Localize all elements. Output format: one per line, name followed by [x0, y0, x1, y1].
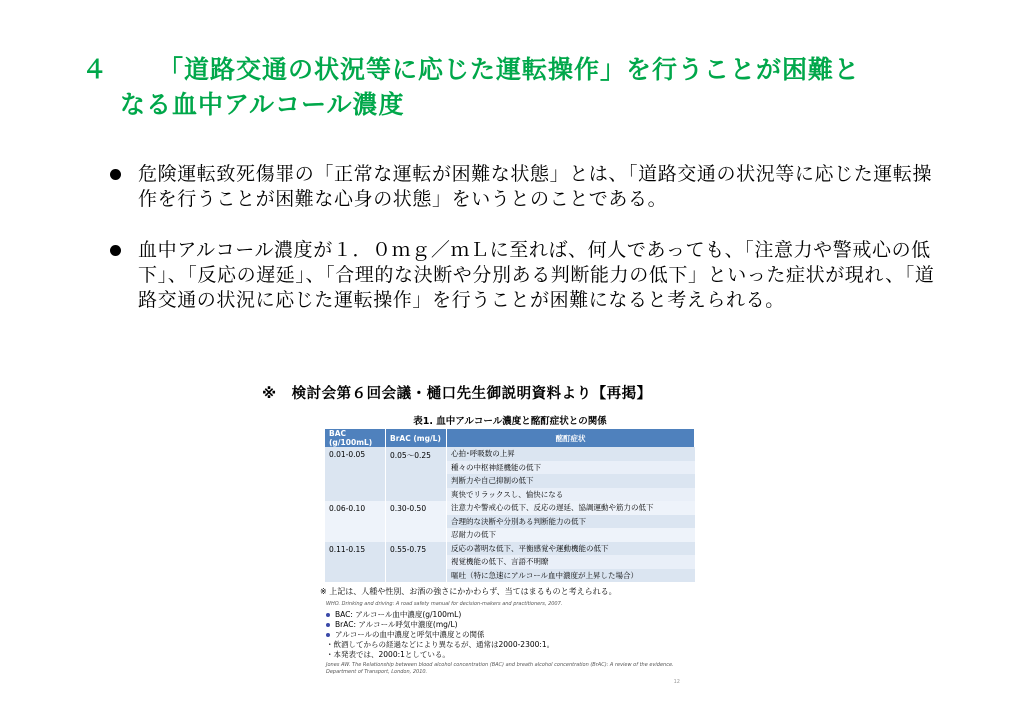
header-bac: BAC (g/100mL) — [325, 429, 386, 447]
bullet-dot-icon — [110, 245, 121, 256]
bac-cell: 0.06-0.10 — [325, 501, 386, 542]
symptom-cell: 忍耐力の低下 — [447, 528, 695, 542]
title-line-2: なる血中アルコール濃度 — [120, 90, 405, 119]
legend-list — [326, 610, 700, 660]
embedded-figure — [320, 415, 700, 687]
bullet-item — [108, 238, 938, 313]
bac-cell: 0.11-0.15 — [325, 542, 386, 583]
symptom-cell: 注意力や警戒心の低下、反応の遅延、協調運動や筋力の低下 — [447, 501, 695, 515]
ratio-note: ・本発表では、2000:1としている。 — [326, 650, 450, 659]
symptom-cell: 合理的な決断や分別ある判断能力の低下 — [447, 515, 695, 529]
table-header-row — [325, 429, 695, 447]
symptom-cell: 心拍･呼吸数の上昇 — [447, 447, 695, 461]
bullet-text: 血中アルコール濃度が１．０ｍｇ／ｍＬに至れば、何人であっても、「注意力や警戒心の低下」、「反応の遅延」、「合理的な決断や分別ある判断能力の低下」といった症状が現れ、「道路交通の状況に応じた運転操作」を行うことが困難になると考えられる。 — [138, 239, 935, 311]
bullet-text: 危険運転致死傷罪の「正常な運転が困難な状態」とは、「道路交通の状況等に応じた運転操作を行うことが困難な心身の状態」をいうとのことである。 — [138, 163, 933, 210]
bullet-dot-icon — [110, 169, 121, 180]
symptom-cell: 反応の著明な低下、平衡感覚や運動機能の低下 — [447, 542, 695, 556]
table-source: WHO. Drinking and driving: A road safety manual for decision-makers and practitioners, 2007. — [326, 601, 563, 607]
reference-text: Jones AW. The Relationship between blood alcohol concentration (BAC) and breath alcohol concentration (BrAC): A review of the evidence. Department of Transport, London, 2010. — [326, 662, 674, 675]
bac-cell: 0.01-0.05 — [325, 447, 386, 501]
brac-cell: 0.30-0.50 — [386, 501, 447, 542]
brac-cell: 0.55-0.75 — [386, 542, 447, 583]
symptom-cell: 種々の中枢神経機能の低下 — [447, 461, 695, 475]
figure-page-number: 12 — [673, 679, 680, 685]
symptom-cell: 視覚機能の低下、言語不明瞭 — [447, 555, 695, 569]
bullet-list — [108, 162, 938, 313]
slide-title — [82, 52, 982, 122]
table-caption: 表1. 血中アルコール濃度と酩酊症状との関係 — [413, 416, 607, 427]
bullet-dot-icon — [326, 623, 330, 627]
legend-item — [326, 620, 700, 630]
bullet-item — [108, 162, 938, 212]
bac-table — [325, 429, 695, 582]
legend-item — [326, 610, 700, 620]
brac-cell: 0.05〜0.25 — [386, 447, 447, 501]
legend-text: アルコールの血中濃度と呼気中濃度との関係 — [335, 630, 485, 639]
legend-text: BAC: アルコール血中濃度(g/100mL) — [335, 610, 462, 619]
symptom-cell: 嘔吐（特に急速にアルコール血中濃度が上昇した場合） — [447, 569, 695, 583]
table-footnote: ※ 上記は、人種や性別、お酒の強さにかかわらず、当てはまるものと考えられる。 — [320, 587, 617, 596]
legend-text: BrAC: アルコール呼気中濃度(mg/L) — [335, 620, 458, 629]
bullet-dot-icon — [326, 613, 330, 617]
symptom-cell: 判断力や自己抑制の低下 — [447, 474, 695, 488]
table-row — [325, 542, 695, 556]
source-note: ※ 検討会第６回会議・樋口先生御説明資料より【再掲】 — [262, 386, 652, 402]
title-number: ４ — [82, 55, 109, 84]
header-brac: BrAC (mg/L) — [386, 429, 447, 447]
ratio-note: ・飲酒してからの経過などにより異なるが、通常は2000-2300:1。 — [326, 640, 555, 649]
bullet-dot-icon — [326, 633, 330, 637]
header-symptoms: 酩酊症状 — [447, 429, 695, 447]
symptom-cell: 爽快でリラックスし、愉快になる — [447, 488, 695, 502]
title-line-1: 「道路交通の状況等に応じた運転操作」を行うことが困難と — [158, 55, 861, 84]
legend-item — [326, 630, 700, 640]
table-row — [325, 447, 695, 461]
table-row — [325, 501, 695, 515]
